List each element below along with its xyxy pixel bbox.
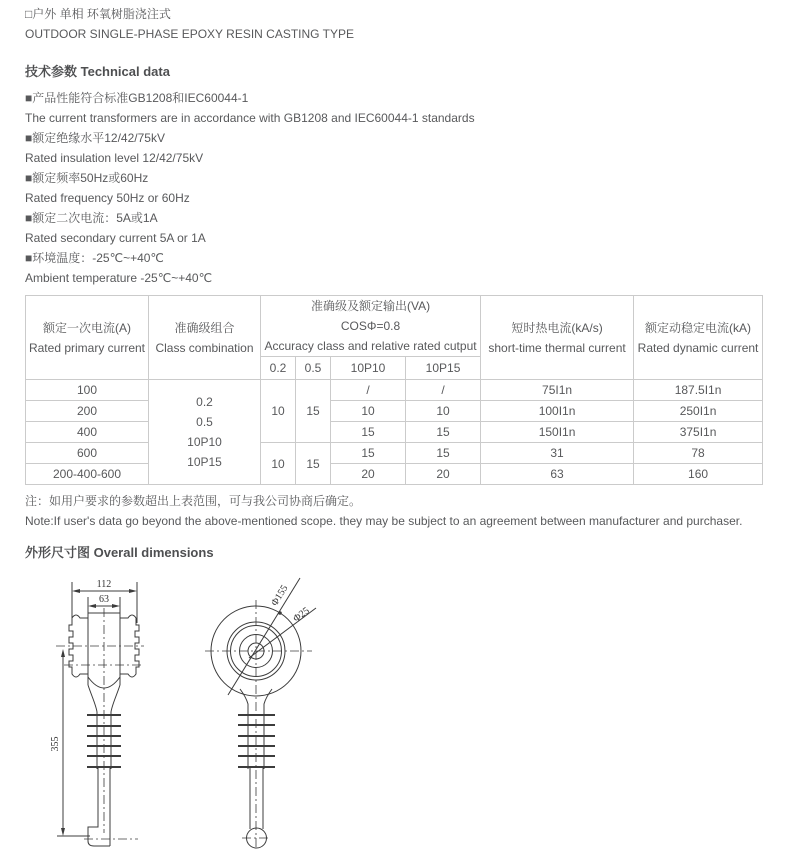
header-class-combination-en: Class combination: [155, 340, 254, 355]
class-combination-line: 10P15: [187, 455, 222, 469]
spec-line-en: Rated frequency 50Hz or 60Hz: [25, 191, 190, 205]
spec-line-cn: ■额定频率50Hz或60Hz: [25, 171, 149, 185]
cell-primary: 100: [26, 380, 149, 401]
spec-line-cn: ■额定绝缘水平12/42/75kV: [25, 131, 165, 145]
overall-dimensions-heading: 外形尺寸图 Overall dimensions: [25, 545, 214, 560]
note-cn: 注：如用户要求的参数超出上表范围，可与我公司协商后确定。: [25, 494, 362, 508]
cell-dynamic: 160: [634, 464, 763, 485]
spec-line-en: The current transformers are in accordance with GB1208 and IEC60044-1 standards: [25, 111, 475, 125]
cell-thermal: 100I1n: [481, 401, 634, 422]
dimension-drawings: [0, 567, 787, 857]
header-accuracy-group-cos: COSΦ=0.8: [340, 319, 401, 333]
cell-10p15: /: [406, 380, 481, 401]
cell-dynamic: 250I1n: [634, 401, 763, 422]
top-view-drawing: [200, 567, 365, 855]
class-combination-line: 0.2: [196, 395, 213, 409]
header-accuracy-group: [261, 296, 481, 357]
header-class-02: 0.2: [261, 357, 296, 380]
cell-10p15: 15: [406, 443, 481, 464]
top-view-stem: [238, 689, 275, 848]
header-primary-current: [26, 296, 149, 380]
top-view-dim-25: [249, 605, 316, 658]
cell-10p15: 15: [406, 422, 481, 443]
spec-line-cn: ■环境温度：-25℃~+40℃: [25, 251, 164, 265]
table-row: [26, 464, 763, 485]
cell-10p10: 15: [331, 443, 406, 464]
header-class-05: 0.5: [296, 357, 331, 380]
cell-dynamic: 187.5I1n: [634, 380, 763, 401]
cell-10p10: 10: [331, 401, 406, 422]
table-row: [26, 401, 763, 422]
cell-10p10: 20: [331, 464, 406, 485]
table-header-row: [26, 296, 763, 357]
spec-line-cn: ■额定二次电流：5A或1A: [25, 211, 158, 225]
cell-thermal: 63: [481, 464, 634, 485]
cell-10p10: 15: [331, 422, 406, 443]
top-view-dim-155: [228, 578, 300, 695]
dim-63-label: 63: [99, 594, 109, 605]
cell-primary: 600: [26, 443, 149, 464]
spec-line-en: Rated secondary current 5A or 1A: [25, 231, 206, 245]
spec-line-en: Rated insulation level 12/42/75kV: [25, 151, 204, 165]
spec-line-cn: ■产品性能符合标准GB1208和IEC60044-1: [25, 91, 249, 105]
note-en: Note:If user's data go beyond the above-mentioned scope. they may be subject to an agreement between manufacturer and purchaser.: [25, 514, 743, 528]
cell-acc-02-merged: 10: [261, 380, 296, 443]
cell-primary: 200-400-600: [26, 464, 149, 485]
cell-10p15: 20: [406, 464, 481, 485]
header-primary-current-en: Rated primary current: [28, 340, 146, 355]
cell-dynamic: 78: [634, 443, 763, 464]
technical-data-heading: 技术参数 Technical data: [25, 64, 170, 79]
header-class-combination-cn: 准确级组合: [174, 320, 235, 335]
table-row: [26, 422, 763, 443]
cell-primary: 400: [26, 422, 149, 443]
cell-10p15: 10: [406, 401, 481, 422]
table-row: [26, 443, 763, 464]
dim-phi155-label: Φ155: [269, 583, 291, 609]
header-thermal-current: [481, 296, 634, 380]
header-class-10p15: 10P15: [406, 357, 481, 380]
table-row: [26, 380, 763, 401]
technical-data-table: [25, 295, 763, 485]
dim-112-label: 112: [96, 579, 112, 590]
cell-thermal: 31: [481, 443, 634, 464]
product-title-cn: □户外 单相 环氧树脂浇注式: [25, 7, 171, 21]
front-stem: [84, 712, 138, 846]
cell-primary: 200: [26, 401, 149, 422]
header-thermal-current-cn: 短时热电流(kA/s): [511, 320, 603, 335]
header-dynamic-current-en: Rated dynamic current: [637, 340, 759, 355]
header-class-10p10: 10P10: [331, 357, 406, 380]
header-dynamic-current: [634, 296, 763, 380]
header-accuracy-group-en: Accuracy class and relative rated cutput: [264, 339, 477, 353]
header-thermal-current-en: short-time thermal current: [488, 340, 626, 355]
cell-10p10: /: [331, 380, 406, 401]
class-combination-line: 0.5: [196, 415, 213, 429]
class-combination-line: 10P10: [187, 435, 222, 449]
front-dim-355: [50, 649, 90, 836]
cell-acc-05-merged: 15: [296, 443, 331, 485]
header-primary-current-cn: 额定一次电流(A): [43, 320, 131, 335]
dim-355-label: 355: [50, 736, 61, 752]
cell-class-combination: [149, 380, 261, 485]
cell-acc-02-merged: 10: [261, 443, 296, 485]
dim-phi25-label: Φ25: [291, 605, 312, 625]
header-dynamic-current-cn: 额定动稳定电流(kA): [645, 320, 752, 335]
cell-thermal: 75I1n: [481, 380, 634, 401]
front-body: [56, 613, 144, 712]
cell-dynamic: 375I1n: [634, 422, 763, 443]
header-accuracy-group-cn: 准确级及额定输出(VA): [310, 299, 431, 313]
header-class-combination: [149, 296, 261, 380]
cell-thermal: 150I1n: [481, 422, 634, 443]
spec-line-en: Ambient temperature -25℃~+40℃: [25, 271, 213, 285]
cell-acc-05-merged: 15: [296, 380, 331, 443]
product-title-en: OUTDOOR SINGLE-PHASE EPOXY RESIN CASTING TYPE: [25, 27, 354, 41]
